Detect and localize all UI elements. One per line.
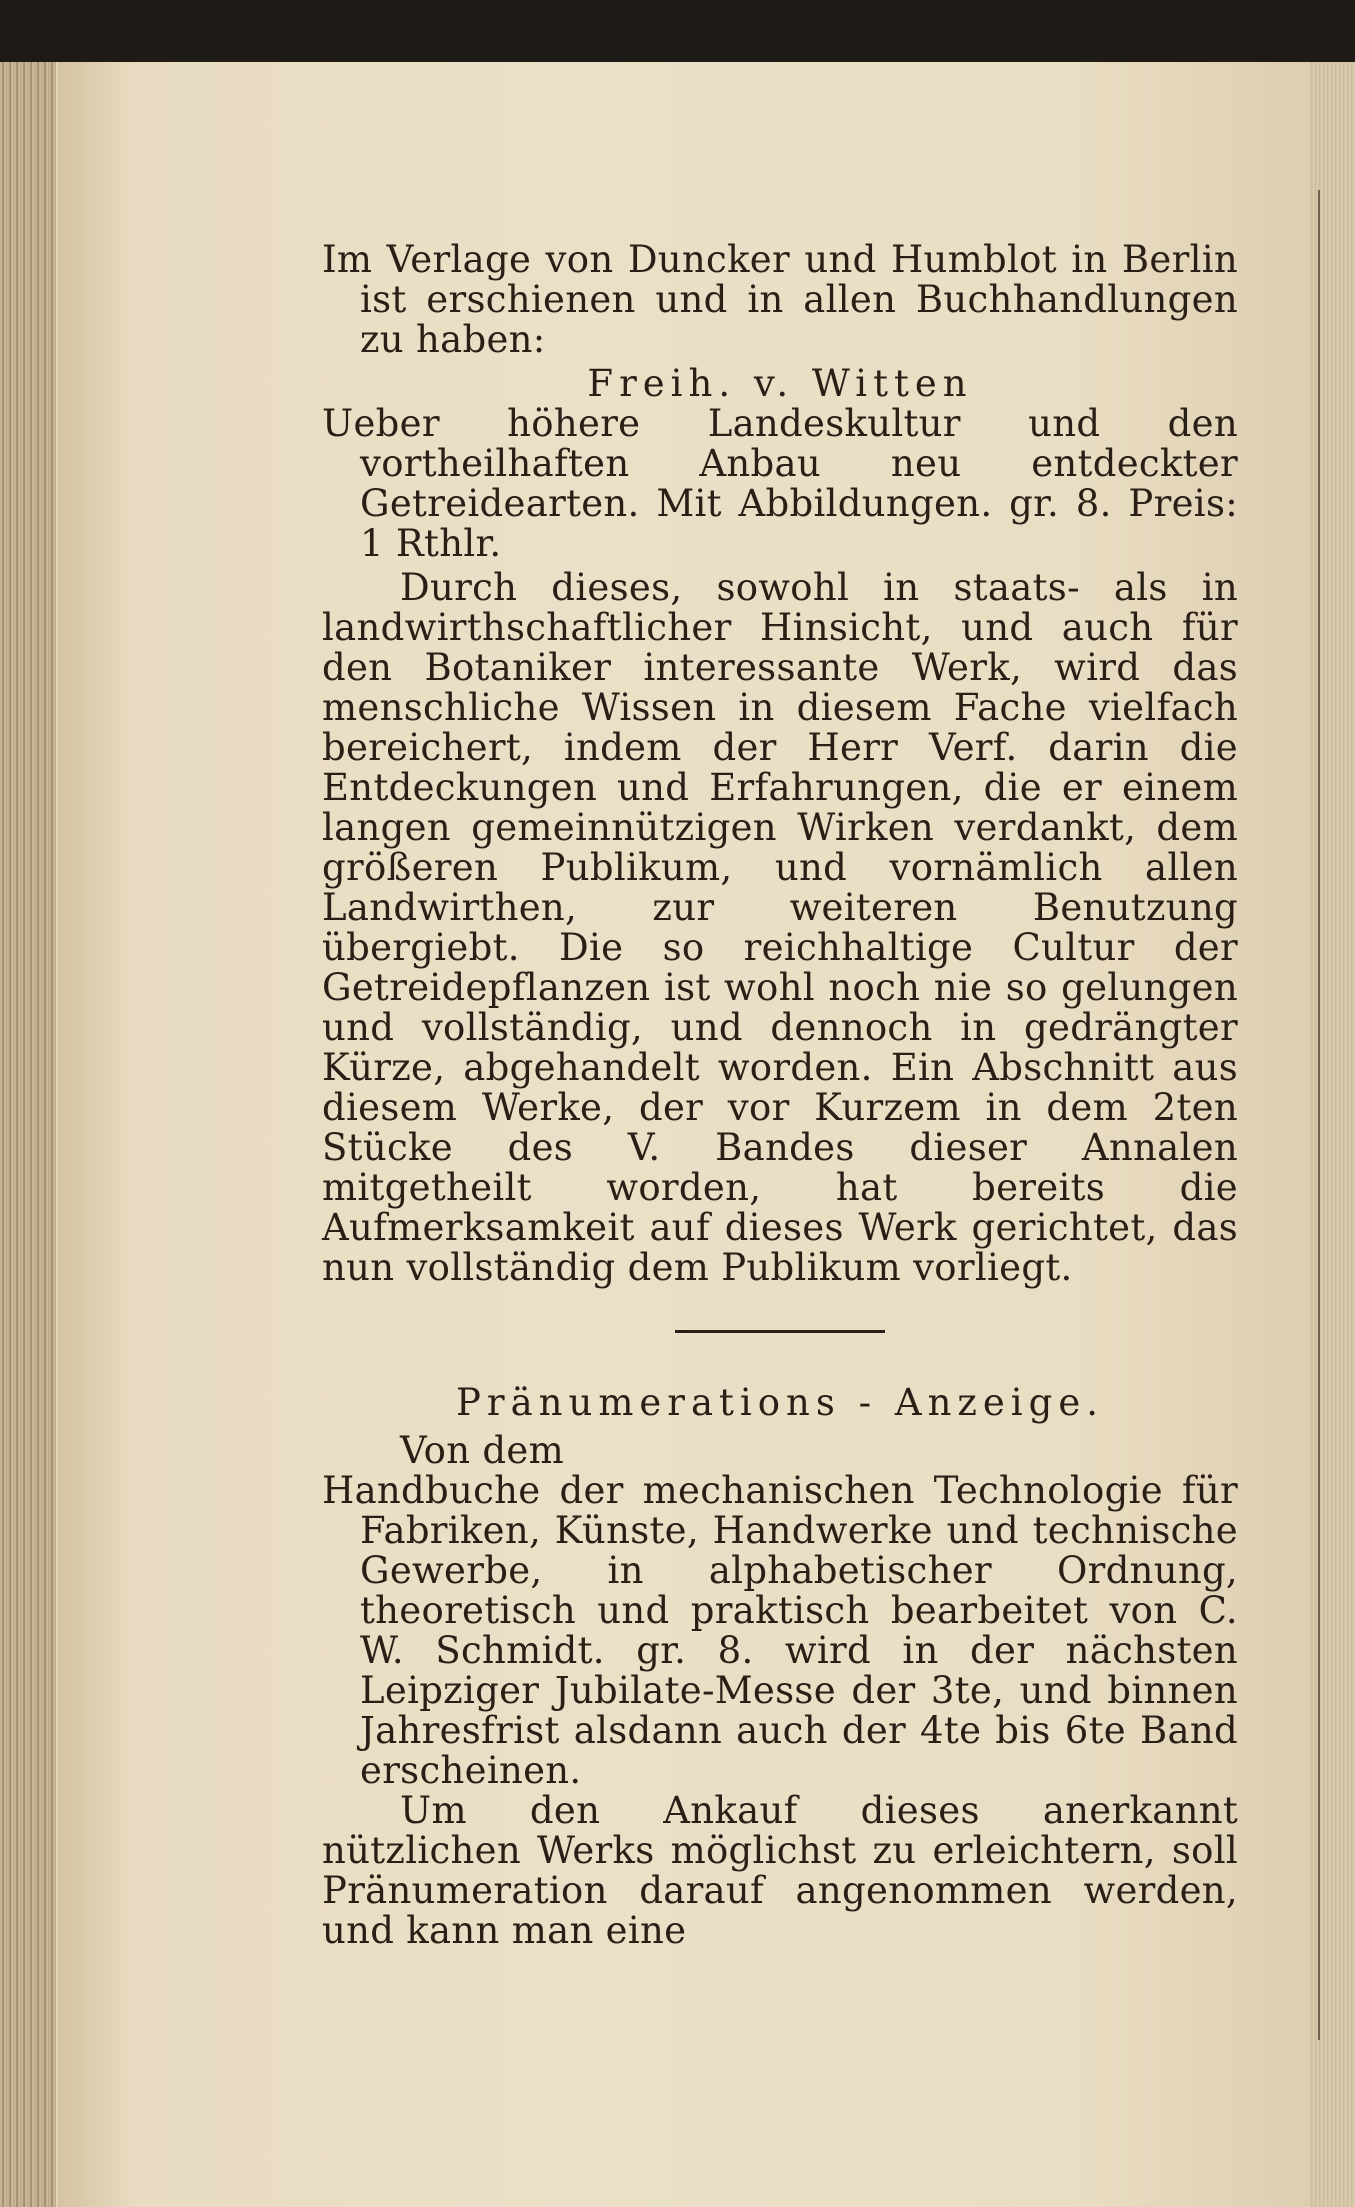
praenumeration-heading: Pränumerations - Anzeige. [456,1381,1104,1424]
page-edge-line [1318,190,1320,2040]
book-description: Durch dieses, sowohl in staats- als in landwirthschaftlicher Hinsicht, und auch für den Botaniker interessante Werk, wird das menschliche Wissen in diesem Fache vielfach bereichert, indem der Herr Verf. darin die Entdeckungen und Erfahrungen, die er einem langen gemeinnützigen Wirken verdankt, dem größeren Publikum, und vornämlich allen Landwirthen, zur weiteren Benutzung übergiebt. Die so reichhaltige Cultur der Getreidepflanzen ist wohl noch nie so gelungen und vollständig, und dennoch in gedrängter Kürze, abgehandelt worden. Ein Abschnitt aus diesem Werke, der vor Kurzem in dem 2ten Stücke des V. Bandes dieser Annalen mitgetheilt worden, hat bereits die Aufmerksamkeit auf dieses Werk gerichtet, das nun vollständig dem Publikum vorliegt. [322,566,1238,1289]
section-divider [675,1330,885,1333]
book-title: Ueber höhere Landeskultur und den vortheilhaften Anbau neu entdeckter Getreidearten. Mit Abbildungen. gr. 8. Preis: 1 Rthlr. [322,402,1238,565]
praenumeration-title: Handbuche der mechanischen Technologie für Fabriken, Künste, Handwerke und technische Gewerbe, in alphabetischer Ordnung, theoretisch und praktisch bearbeitet von C. W. Schmidt. gr. 8. wird in der nächsten Leipziger Jubilate-Messe der 3te, und binnen Jahresfrist alsdann auch der 4te bis 6te Band erscheinen. [322,1469,1238,1792]
page-stack-edges [0,62,56,2207]
book-author: Freih. v. Witten [587,362,973,405]
praenumeration-body: Um den Ankauf dieses anerkannt nützlichen Werks möglichst zu erleichtern, soll Pränumeration darauf angenommen werden, und kann man eine [322,1789,1238,1952]
praenumeration-lead: Von dem [400,1429,564,1472]
page-text [322,240,1238,1951]
page-right-edge [1310,62,1355,2207]
publisher-intro: Im Verlage von Duncker und Humblot in Berlin ist erschienen und in allen Buchhandlungen zu haben: [322,238,1238,361]
